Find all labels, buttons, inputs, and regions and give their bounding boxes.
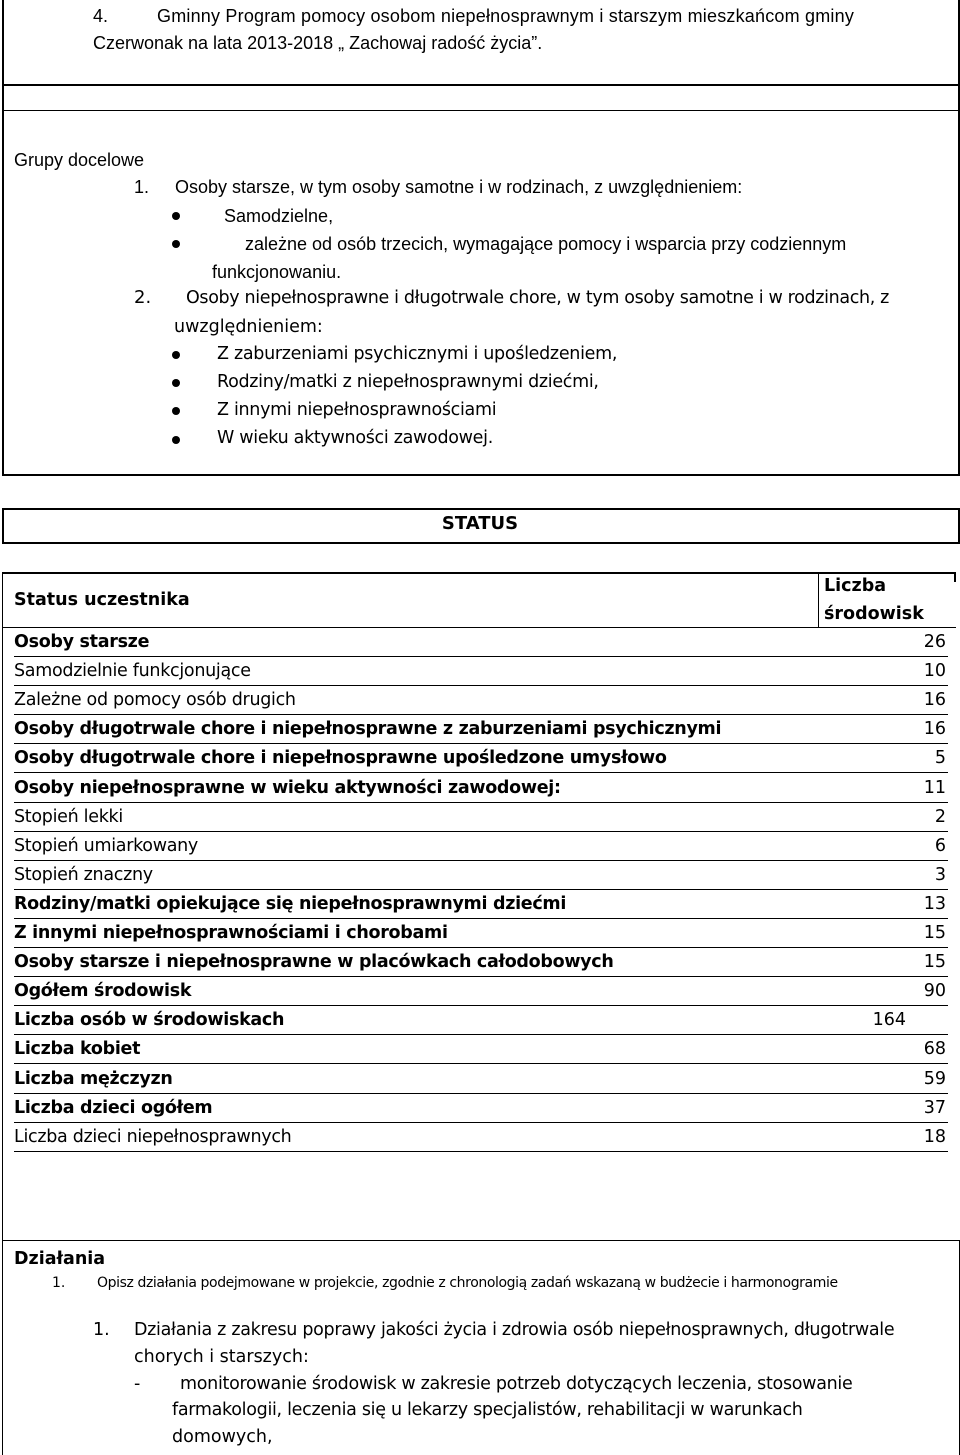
group2-item: Rodziny/matki z niepełnosprawnymi dziećmi, bbox=[217, 372, 599, 392]
status-row-value: 26 bbox=[923, 632, 946, 652]
table-row bbox=[14, 890, 948, 919]
bullet-icon bbox=[172, 212, 180, 220]
status-row-value: 6 bbox=[934, 835, 946, 856]
group2-text-line1: Osoby niepełnosprawne i długotrwale chore, w tym osoby samotne i w rodzinach, z bbox=[186, 288, 889, 308]
group1-item: zależne od osób trzecich, wymagające pomocy i wsparcia przy codziennym bbox=[245, 234, 847, 254]
status-row-label: Samodzielnie funkcjonujące bbox=[14, 661, 251, 682]
actions-sub-line2: farmakologii, leczenia się u lekarzy specjalistów, rehabilitacji w warunkach bbox=[172, 1400, 803, 1420]
status-row-value: 11 bbox=[923, 777, 946, 798]
table-row bbox=[14, 657, 948, 686]
groups-box-top-line bbox=[2, 110, 960, 111]
status-row-value: 5 bbox=[934, 748, 946, 769]
status-row-value: 37 bbox=[923, 1097, 946, 1118]
status-row-value: 59 bbox=[923, 1068, 946, 1089]
actions-sub-dash: - bbox=[134, 1374, 141, 1394]
bullet-icon bbox=[172, 351, 180, 359]
status-table-top-border bbox=[2, 572, 956, 574]
status-row-value: 3 bbox=[934, 864, 946, 885]
program-title-line2: Czerwonak na lata 2013-2018 „ Zachowaj radość życia”. bbox=[93, 33, 543, 53]
status-row-value: 10 bbox=[923, 661, 946, 682]
actions-instruction-number: 1. bbox=[52, 1275, 66, 1291]
status-col-value-line2: środowisk bbox=[824, 604, 924, 624]
status-row-value: 68 bbox=[923, 1039, 946, 1060]
status-table-header-divider bbox=[818, 574, 819, 628]
status-row-label: Ogółem środowisk bbox=[14, 981, 192, 1002]
status-row-value: 15 bbox=[923, 923, 946, 943]
table-row bbox=[14, 1006, 948, 1035]
group2-text-line2: uwzględnieniem: bbox=[174, 317, 323, 337]
bullet-icon bbox=[172, 436, 180, 444]
program-box-left-border bbox=[2, 0, 4, 84]
actions-sub-line3: domowych, bbox=[172, 1427, 273, 1447]
table-row bbox=[14, 861, 948, 890]
table-row bbox=[14, 832, 948, 861]
group2-item: Z innymi niepełnosprawnościami bbox=[217, 400, 497, 420]
table-row bbox=[14, 919, 948, 948]
group1-text: Osoby starsze, w tym osoby samotne i w rodzinach, z uwzględnieniem: bbox=[175, 177, 743, 197]
bullet-icon bbox=[172, 407, 180, 415]
group1-item-continued: funkcjonowaniu. bbox=[212, 262, 342, 282]
program-number: 4. bbox=[93, 6, 109, 26]
actions-item-line1: Działania z zakresu poprawy jakości życia i zdrowia osób niepełnosprawnych, długotrwale bbox=[134, 1320, 895, 1340]
table-row bbox=[14, 744, 948, 773]
status-row-label: Liczba mężczyzn bbox=[14, 1068, 173, 1089]
group2-item: W wieku aktywności zawodowej. bbox=[217, 428, 493, 448]
status-row-label: Stopień lekki bbox=[14, 806, 123, 827]
actions-instruction: Opisz działania podejmowane w projekcie, zgodnie z chronologią zadań wskazaną w budżecie i harmonogramie bbox=[97, 1275, 838, 1291]
program-box-bottom-border bbox=[2, 84, 960, 86]
status-row-label: Z innymi niepełnosprawnościami i chorobami bbox=[14, 923, 448, 943]
status-row-value: 2 bbox=[934, 806, 946, 827]
table-row bbox=[14, 1065, 948, 1094]
status-row-label: Osoby starsze i niepełnosprawne w placówkach całodobowych bbox=[14, 952, 614, 973]
group2-item: Z zaburzeniami psychicznymi i upośledzeniem, bbox=[217, 344, 618, 364]
status-row-label: Stopień umiarkowany bbox=[14, 835, 198, 856]
status-row-value: 15 bbox=[923, 952, 946, 973]
status-row-label: Stopień znaczny bbox=[14, 864, 153, 885]
table-row bbox=[14, 1035, 948, 1064]
status-row-value: 164 bbox=[872, 1010, 906, 1031]
table-row bbox=[14, 803, 948, 832]
status-row-value: 13 bbox=[923, 893, 946, 914]
groups-box-left-border bbox=[2, 84, 4, 476]
table-row bbox=[14, 948, 948, 977]
actions-item-line2: chorych i starszych: bbox=[134, 1347, 309, 1367]
group2-number: 2. bbox=[134, 287, 152, 308]
status-col-value-line1: Liczba bbox=[824, 576, 887, 596]
bullet-icon bbox=[172, 240, 180, 248]
table-row bbox=[14, 715, 948, 744]
table-row bbox=[14, 774, 948, 803]
actions-box-top-border bbox=[2, 1240, 960, 1241]
group1-item: Samodzielne, bbox=[224, 206, 334, 226]
table-row bbox=[14, 1094, 948, 1123]
status-row-label: Rodziny/matki opiekujące się niepełnosprawnymi dziećmi bbox=[14, 893, 567, 914]
status-table-corner bbox=[954, 572, 956, 582]
status-row-label: Osoby niepełnosprawne w wieku aktywności zawodowej: bbox=[14, 777, 561, 798]
table-row bbox=[14, 686, 948, 715]
table-row bbox=[14, 977, 948, 1006]
status-row-label: Liczba osób w środowiskach bbox=[14, 1010, 285, 1031]
status-title: STATUS bbox=[441, 513, 519, 534]
status-row-value: 90 bbox=[923, 981, 946, 1002]
status-row-value: 16 bbox=[923, 690, 946, 711]
status-row-label: Zależne od pomocy osób drugich bbox=[14, 690, 296, 711]
bullet-icon bbox=[172, 379, 180, 387]
target-groups-heading: Grupy docelowe bbox=[14, 150, 145, 170]
actions-heading: Działania bbox=[14, 1249, 106, 1269]
status-row-value: 18 bbox=[923, 1126, 946, 1147]
actions-sub-line1: monitorowanie środowisk w zakresie potrzeb dotyczących leczenia, stosowanie bbox=[180, 1374, 853, 1394]
table-row bbox=[14, 1123, 948, 1152]
actions-box-left-border bbox=[2, 1240, 3, 1455]
row-divider bbox=[14, 1151, 948, 1152]
group1-number: 1. bbox=[134, 177, 150, 197]
status-row-label: Liczba dzieci niepełnosprawnych bbox=[14, 1126, 292, 1147]
status-row-label: Liczba kobiet bbox=[14, 1039, 141, 1060]
status-row-label: Osoby długotrwale chore i niepełnosprawne upośledzone umysłowo bbox=[14, 748, 667, 769]
actions-item-number: 1. bbox=[93, 1320, 110, 1340]
status-row-value: 16 bbox=[923, 719, 946, 740]
table-row bbox=[14, 628, 948, 657]
program-title-line1: Gminny Program pomocy osobom niepełnosprawnym i starszym mieszkańcom gminy bbox=[157, 6, 855, 26]
groups-box-bottom-border bbox=[2, 474, 960, 476]
status-row-label: Osoby długotrwale chore i niepełnosprawne z zaburzeniami psychicznymi bbox=[14, 719, 722, 740]
status-row-label: Osoby starsze bbox=[14, 632, 150, 652]
status-col-label: Status uczestnika bbox=[14, 590, 190, 610]
status-row-label: Liczba dzieci ogółem bbox=[14, 1097, 213, 1118]
